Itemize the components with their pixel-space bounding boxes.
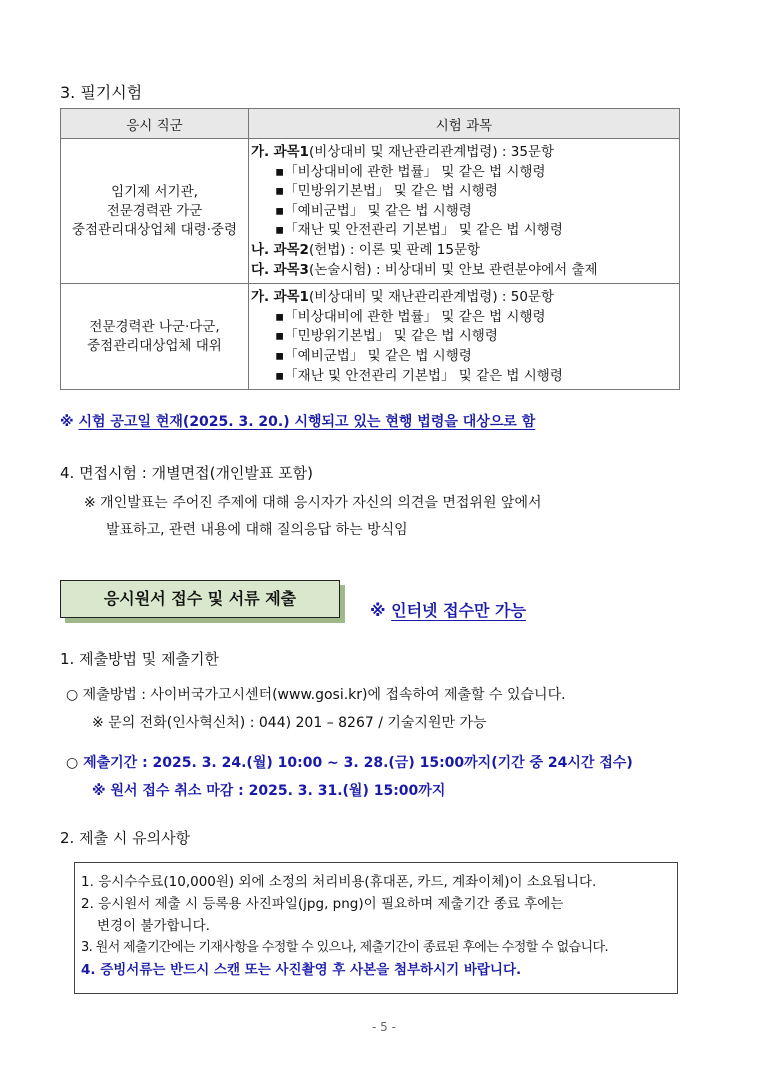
subject-line: ▪「민방위기본법」 및 같은 법 시행령 bbox=[275, 183, 498, 200]
reference-mark: ※ bbox=[60, 414, 74, 430]
interview-note bbox=[84, 490, 684, 544]
page-number: - 5 - bbox=[372, 1020, 396, 1034]
submission-method-title: 1. 제출방법 및 제출기한 bbox=[60, 650, 220, 668]
internet-only-note bbox=[370, 598, 526, 621]
group-cell bbox=[61, 139, 249, 284]
submission-period-text: 제출기간 : 2025. 3. 24.(월) 10:00 ~ 3. 28.(금) 15:00까지(기간 중 24시간 접수) bbox=[83, 755, 633, 771]
interview-note-line1: ※ 개인발표는 주어진 주제에 대해 응시자가 자신의 의견을 면접위원 앞에서 bbox=[84, 495, 542, 511]
submission-period bbox=[66, 752, 633, 772]
cautions-title: 2. 제출 시 유의사항 bbox=[60, 829, 191, 847]
subject-line: 가. 과목1(비상대비 및 재난관리관계법령) : 50문항 bbox=[251, 289, 554, 306]
cancel-deadline: ※ 원서 접수 취소 마감 : 2025. 3. 31.(월) 15:00까지 bbox=[92, 783, 446, 799]
subject-line: ▪「재난 및 안전관리 기본법」 및 같은 법 시행령 bbox=[275, 222, 563, 239]
exam-subject-table bbox=[60, 108, 680, 390]
group-line: 임기제 서기관, bbox=[111, 183, 198, 200]
subject-line: ▪「민방위기본법」 및 같은 법 시행령 bbox=[275, 328, 498, 345]
table-header-row bbox=[61, 109, 680, 139]
subject-line: 가. 과목1(비상대비 및 재난관리관계법령) : 35문항 bbox=[251, 144, 554, 160]
section4-title: 4. 면접시험 : 개별면접(개인발표 포함) bbox=[60, 464, 314, 482]
table-row bbox=[61, 139, 680, 284]
submission-method-text: ○ 제출방법 : 사이버국가고시센터(www.gosi.kr)에 접속하여 제출할 수 있습니다. bbox=[66, 687, 566, 703]
caution-item-cont: 변경이 불가합니다. bbox=[97, 918, 210, 934]
group-line: 전문경력관 나군·다군, bbox=[89, 318, 220, 335]
subject-line: ▪「예비군법」 및 같은 법 시행령 bbox=[275, 347, 472, 364]
table-row bbox=[61, 284, 680, 390]
interview-note-line2: 발표하고, 관련 내용에 대해 질의응답 하는 방식임 bbox=[106, 522, 408, 538]
table-header-subjects: 시험 과목 bbox=[249, 109, 680, 139]
law-basis-note bbox=[60, 411, 535, 431]
subjects-cell bbox=[249, 139, 680, 284]
cautions-box bbox=[74, 862, 678, 994]
group-line: 중점관리대상업체 대령·중령 bbox=[71, 221, 238, 238]
internet-only-text: 인터넷 접수만 가능 bbox=[391, 601, 526, 620]
caution-item: 4. 증빙서류는 반드시 스캔 또는 사진촬영 후 사본을 첨부하시기 바랍니다. bbox=[81, 962, 522, 978]
contact-note: ※ 문의 전화(인사혁신처) : 044) 201 – 8267 / 기술지원만 가능 bbox=[92, 715, 487, 731]
group-line: 전문경력관 가군 bbox=[106, 202, 203, 219]
table-header-group: 응시 직군 bbox=[61, 109, 249, 139]
group-cell bbox=[61, 284, 249, 390]
reference-mark: ※ bbox=[370, 601, 386, 620]
application-heading: 응시원서 접수 및 서류 제출 bbox=[60, 580, 340, 618]
subject-line: ▪「예비군법」 및 같은 법 시행령 bbox=[275, 202, 472, 219]
subject-line: ▪「재난 및 안전관리 기본법」 및 같은 법 시행령 bbox=[275, 367, 563, 384]
group-line: 중점관리대상업체 대위 bbox=[87, 337, 222, 354]
section3-title: 3. 필기시험 bbox=[60, 83, 143, 102]
subject-line: 나. 과목2(헌법) : 이론 및 판례 15문항 bbox=[251, 241, 481, 258]
caution-item: 1. 응시수수료(10,000원) 외에 소정의 처리비용(휴대폰, 카드, 계좌이체)이 소요됩니다. bbox=[81, 874, 597, 890]
subject-line: ▪「비상대비에 관한 법률」 및 같은 법 시행령 bbox=[275, 163, 546, 180]
caution-item: 3. 원서 제출기간에는 기재사항을 수정할 수 있으나, 제출기간이 종료된 후에는 수정할 수 없습니다. bbox=[81, 940, 609, 955]
subject-line: 다. 과목3(논술시험) : 비상대비 및 안보 관련분야에서 출제 bbox=[251, 261, 598, 278]
law-basis-text: 시험 공고일 현재(2025. 3. 20.) 시행되고 있는 현행 법령을 대상으로 함 bbox=[78, 414, 536, 430]
bullet-circle: ○ bbox=[66, 755, 79, 771]
caution-item: 2. 응시원서 제출 시 등록용 사진파일(jpg, png)이 필요하며 제출기간 종료 후에는 bbox=[81, 896, 564, 912]
subjects-cell bbox=[249, 284, 680, 390]
subject-line: ▪「비상대비에 관한 법률」 및 같은 법 시행령 bbox=[275, 308, 546, 325]
